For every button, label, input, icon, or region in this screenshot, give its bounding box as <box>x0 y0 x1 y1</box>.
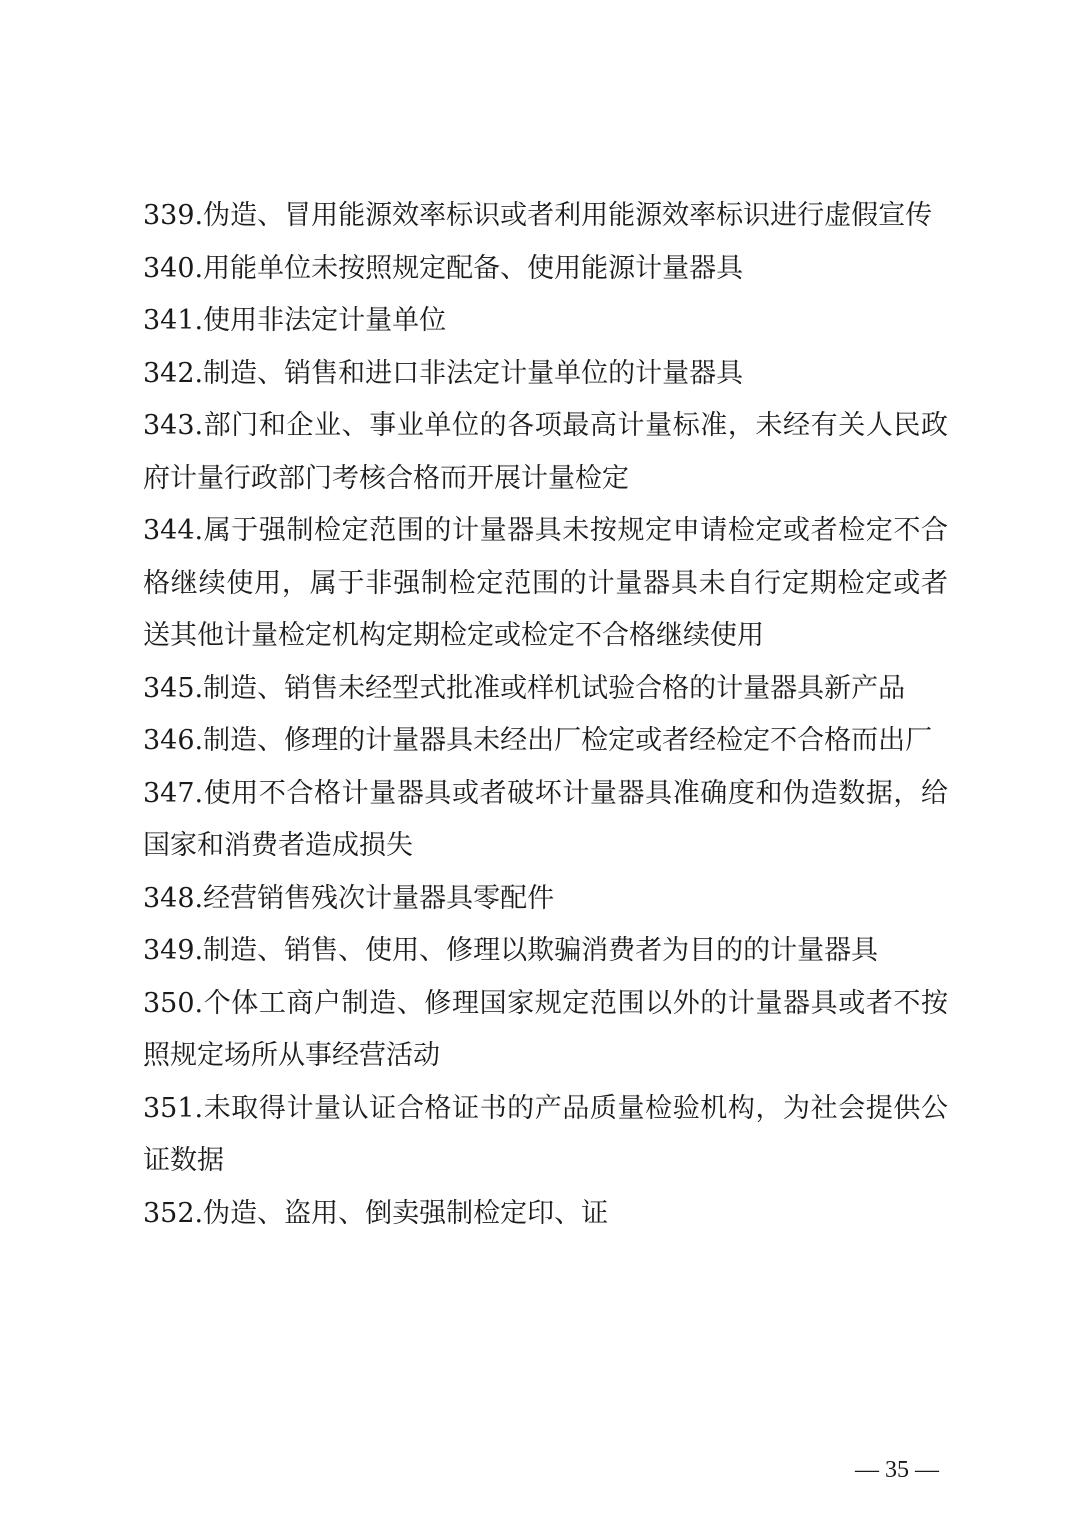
list-item-343: 343.部门和企业、事业单位的各项最高计量标准，未经有关人民政府计量行政部门考核合格而开展计量检定 <box>143 410 948 494</box>
list-item-345: 345.制造、销售未经型式批准或样机试验合格的计量器具新产品 <box>143 672 906 704</box>
item-list <box>143 190 948 1240</box>
list-item-341: 341.使用非法定计量单位 <box>143 305 447 336</box>
list-item-339: 339.伪造、冒用能源效率标识或者利用能源效率标识进行虚假宣传 <box>143 200 933 231</box>
page-number: — 35 — <box>855 1457 939 1483</box>
list-item-340: 340.用能单位未按照规定配备、使用能源计量器具 <box>143 252 744 284</box>
list-item-350: 350.个体工商户制造、修理国家规定范围以外的计量器具或者不按照规定场所从事经营活动 <box>143 987 948 1071</box>
list-item-349: 349.制造、销售、使用、修理以欺骗消费者为目的的计量器具 <box>143 935 879 966</box>
list-item-344: 344.属于强制检定范围的计量器具未按规定申请检定或者检定不合格继续使用，属于非强制检定范围的计量器具未自行定期检定或者送其他计量检定机构定期检定或检定不合格继续使用 <box>143 515 948 651</box>
list-item-342: 342.制造、销售和进口非法定计量单位的计量器具 <box>143 357 744 389</box>
list-item-352: 352.伪造、盗用、倒卖强制检定印、证 <box>143 1197 609 1229</box>
list-item-351: 351.未取得计量认证合格证书的产品质量检验机构，为社会提供公证数据 <box>143 1092 948 1176</box>
list-item-346: 346.制造、修理的计量器具未经出厂检定或者经检定不合格而出厂 <box>143 725 933 756</box>
list-item-348: 348.经营销售残次计量器具零配件 <box>143 882 555 914</box>
list-item-347: 347.使用不合格计量器具或者破坏计量器具准确度和伪造数据，给国家和消费者造成损失 <box>143 777 948 861</box>
